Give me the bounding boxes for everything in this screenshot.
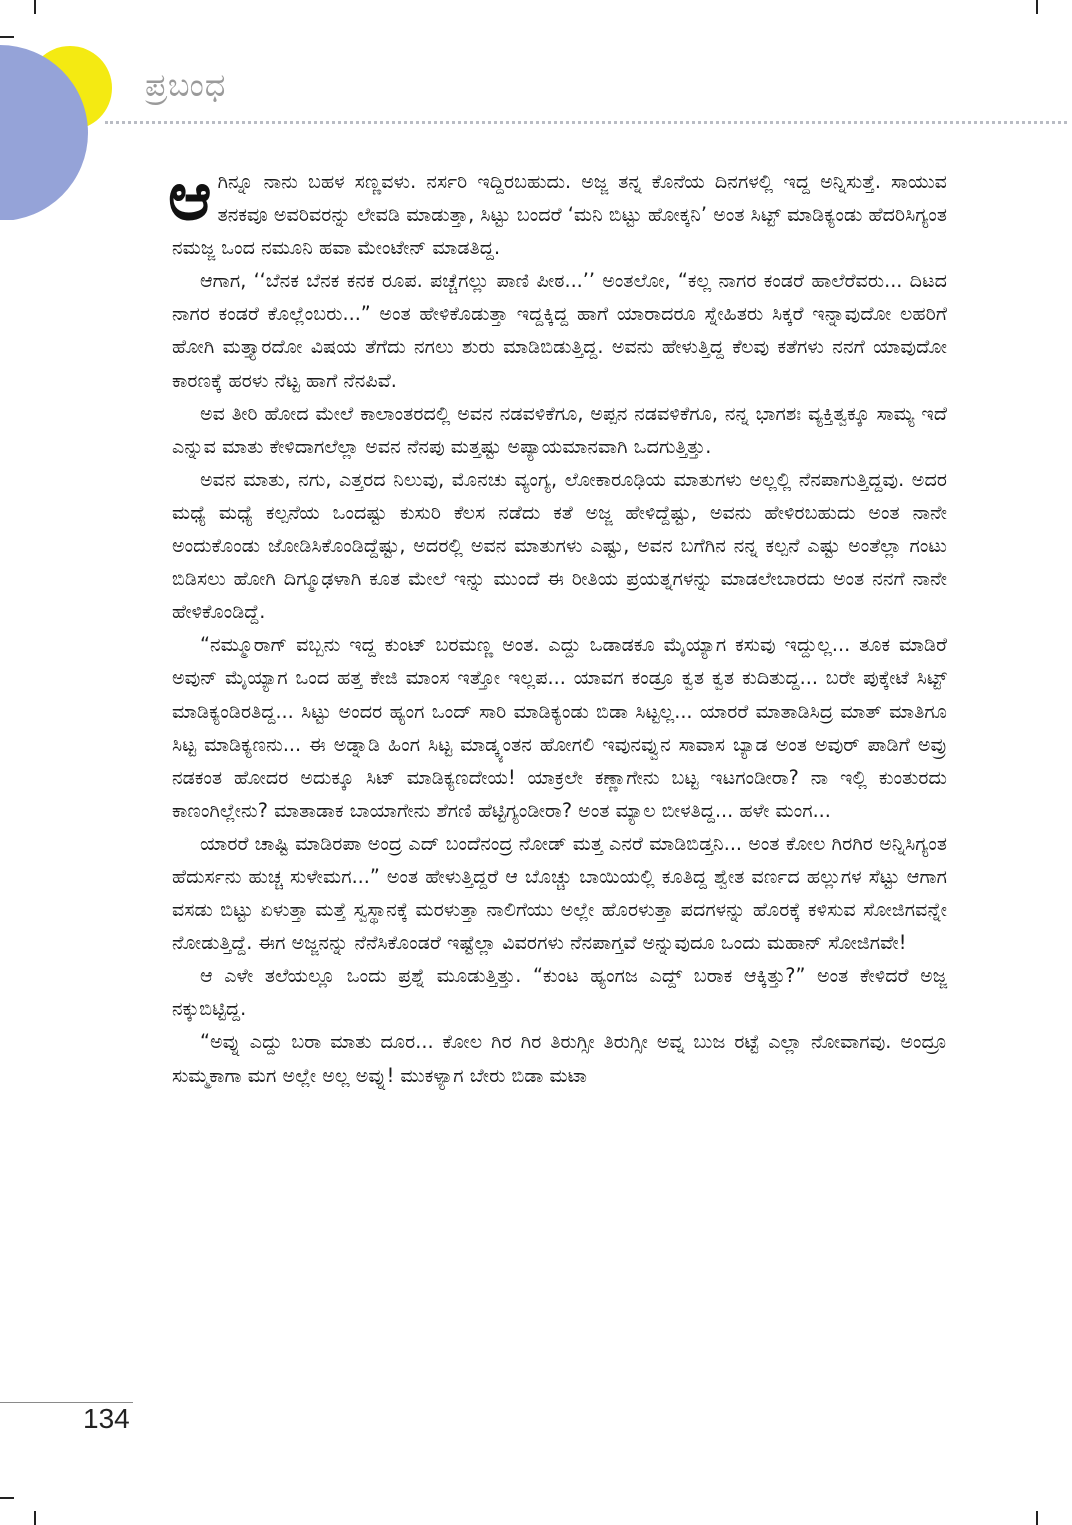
crop-mark xyxy=(34,1511,36,1525)
paragraph-7: ಆ ಎಳೇ ತಲೆಯಲ್ಲೂ ಒಂದು ಪ್ರಶ್ನೆ ಮೂಡುತ್ತಿತ್ತು. “ಕುಂಟ ಹ್ಯಂಗಜ ಎದ್ದ್ ಬರಾಕ ಆಕ್ಕಿತ್ತು?” ಅಂತ ಕೇಳಿದರೆ ಅಜ್ಜ ನಕ್ಕುಬಿಟ್ಟಿದ್ದ. xyxy=(172,964,947,1021)
paragraph-5: “ನಮ್ಮೂರಾಗ್ ವಬ್ಬನು ಇದ್ದ ಕುಂಟ್ ಬರಮಣ್ಣ ಅಂತ. ಎದ್ದು ಒಡಾಡಕೂ ಮೈಯ್ಯಾಗ ಕಸುವು ಇದ್ದುಲ್ಲ... ತೂಕ ಮಾಡಿರೆ ಅವುನ್ ಮೈಯ್ಯಾಗ ಒಂದ ಹತ್ತ ಕೇಜಿ ಮಾಂಸ ಇತ್ತೋ ಇಲ್ಲಪ... ಯಾವಗ ಕಂಡ್ರೂ ಕ್ವತ ಕ್ವತ ಕುದಿತುದ್ದ... ಬರೇ ಪುಕ್ಕೇಟೆ ಸಿಟ್ಟ್ ಮಾಡಿಕ್ಯಂಡಿರತಿದ್ದ... ಸಿಟ್ಟು ಅಂದರ ಹ್ಯಂಗ ಒಂದ್ ಸಾರಿ ಮಾಡಿಕ್ಯಂಡು ಬಿಡಾ ಸಿಟ್ಟಲ್ಲ... ಯಾರರೆ ಮಾತಾಡಿಸಿದ್ರ ಮಾತ್ ಮಾತಿಗೂ ಸಿಟ್ಟ ಮಾಡಿಕ್ಯಣನು... ಈ ಅಡ್ನಾಡಿ ಹಿಂಗ ಸಿಟ್ಟ ಮಾಡ್ಕ್ಯಂತನ ಹೋಗಲಿ ಇವುನವ್ವುನ ಸಾವಾಸ ಬ್ಯಾಡ ಅಂತ ಅವುರ್ ಪಾಡಿಗೆ ಅವ್ರು ನಡಕಂತ ಹೋದರ ಅದುಕ್ಕೂ ಸಿಟ್ ಮಾಡಿಕ್ಯಣದೇಯ! ಯಾಕ್ರಲೇ ಕಣ್ಣಾಗೇನು ಬಟ್ಟ ಇಟಗಂಡೀರಾ? ನಾ ಇಲ್ಲಿ ಕುಂತುರದು ಕಾಣಂಗಿಲ್ಲೇನು? ಮಾತಾಡಾಕ ಬಾಯಾಗೇನು ಶೆಗಣಿ ಹೆಟ್ಟಿಗ್ಯಂಡೀರಾ? ಅಂತ ಮ್ಯಾಲ ಬೀಳತಿದ್ದ... ಹಳೇ ಮಂಗ... xyxy=(172,633,947,822)
paragraph-3: ಅವ ತೀರಿ ಹೋದ ಮೇಲೆ ಕಾಲಾಂತರದಲ್ಲಿ ಅವನ ನಡವಳಿಕೆಗೂ, ಅಪ್ಪನ ನಡವಳಿಕೆಗೂ, ನನ್ನ ಭಾಗಶಃ ವ್ಯಕ್ತಿತ್ವಕ್ಕೂ ಸಾಮ್ಯ ಇದೆ ಎನ್ನುವ ಮಾತು ಕೇಳಿದಾಗಲೆಲ್ಲಾ ಅವನ ನೆನಪು ಮತ್ತಷ್ಟು ಅಪ್ಯಾಯಮಾನವಾಗಿ ಒದಗುತ್ತಿತ್ತು. xyxy=(172,401,947,458)
crop-mark xyxy=(1036,1511,1038,1525)
article-body xyxy=(168,158,947,1092)
paragraph-text: ಗಿನ್ನೂ ನಾನು ಬಹಳ ಸಣ್ಣವಳು. ನರ್ಸರಿ ಇದ್ದಿರಬಹುದು. ಅಜ್ಜ ತನ್ನ ಕೊನೆಯ ದಿನಗಳಲ್ಲಿ ಇದ್ದ ಅನ್ನಿಸುತ್ತೆ. ಸಾಯುವ ತನಕವೂ ಅವರಿವರನ್ನು ಲೇವಡಿ ಮಾಡುತ್ತಾ, ಸಿಟ್ಟು ಬಂದರೆ ‘ಮನಿ ಬಿಟ್ಟು ಹೋಕ್ಕನಿ’ ಅಂತ ಸಿಟ್ಟ್ ಮಾಡಿಕ್ಯಂಡು ಹೆದರಿಸಿಗ್ಯಂತ ನಮಜ್ಜ ಒಂದ ನಮೂನಿ ಹವಾ ಮೇಂಟೇನ್ ಮಾಡತಿದ್ದ. xyxy=(172,170,947,260)
drop-cap: ಆ xyxy=(168,158,212,235)
crop-mark xyxy=(1036,0,1038,14)
dotted-rule xyxy=(105,121,1067,124)
crop-mark xyxy=(0,1497,14,1499)
paragraph-4: ಅವನ ಮಾತು, ನಗು, ಎತ್ತರದ ನಿಲುವು, ಮೊನಚು ವ್ಯಂಗ್ಯ, ಲೋಕಾರೂಢಿಯ ಮಾತುಗಳು ಅಲ್ಲಲ್ಲಿ ನೆನಪಾಗುತ್ತಿದ್ದವು. ಅದರ ಮಧ್ಯೆ ಮಧ್ಯೆ ಕಲ್ಪನೆಯ ಒಂದಷ್ಟು ಕುಸುರಿ ಕೆಲಸ ನಡೆದು ಕತೆ ಅಜ್ಜ ಹೇಳಿದ್ದೆಷ್ಟು, ಅವನು ಹೇಳಿರಬಹುದು ಅಂತ ನಾನೇ ಅಂದುಕೊಂಡು ಜೋಡಿಸಿಕೊಂಡಿದ್ದೆಷ್ಟು, ಅದರಲ್ಲಿ ಅವನ ಮಾತುಗಳು ಎಷ್ಟು, ಅವನ ಬಗೆಗಿನ ನನ್ನ ಕಲ್ಪನೆ ಎಷ್ಟು ಅಂತೆಲ್ಲಾ ಗಂಟು ಬಿಡಿಸಲು ಹೋಗಿ ದಿಗ್ಮೂಢಳಾಗಿ ಕೂತ ಮೇಲೆ ಇನ್ನು ಮುಂದೆ ಈ ರೀತಿಯ ಪ್ರಯತ್ನಗಳನ್ನು ಮಾಡಲೇಬಾರದು ಅಂತ ನನಗೆ ನಾನೇ ಹೇಳಿಕೊಂಡಿದ್ದೆ. xyxy=(172,467,947,624)
section-title: ಪ್ರಬಂಧ xyxy=(145,66,227,104)
page-number: 134 xyxy=(83,1403,130,1434)
paragraph-1 xyxy=(168,158,947,264)
paragraph-2: ಆಗಾಗ, ‘‘ಬೆನಕ ಬೆನಕ ಕನಕ ರೂಪ. ಪಚ್ಚೆಗಲ್ಲು ಪಾಣಿ ಪೀಠ...’’ ಅಂತಲೋ, “ಕಲ್ಲ ನಾಗರ ಕಂಡರೆ ಹಾಲೆರೆವರು... ದಿಟದ ನಾಗರ ಕಂಡರೆ ಕೊಲ್ಲೆಂಬರು...” ಅಂತ ಹೇಳಿಕೊಡುತ್ತಾ ಇದ್ದಕ್ಕಿದ್ದ ಹಾಗೆ ಯಾರಾದರೂ ಸ್ನೇಹಿತರು ಸಿಕ್ಕರೆ ಇನ್ನಾವುದೋ ಲಹರಿಗೆ ಹೋಗಿ ಮತ್ತ್ಯಾರದೋ ವಿಷಯ ತೆಗೆದು ನಗಲು ಶುರು ಮಾಡಿಬಿಡುತ್ತಿದ್ದ. ಅವನು ಹೇಳುತ್ತಿದ್ದ ಕೆಲವು ಕತೆಗಳು ನನಗೆ ಯಾವುದೋ ಕಾರಣಕ್ಕೆ ಹರಳು ನೆಟ್ಟ ಹಾಗೆ ನೆನಪಿವೆ. xyxy=(172,269,947,392)
decorative-circles xyxy=(0,0,140,220)
paragraph-6: ಯಾರರೆ ಚಾಷ್ಟಿ ಮಾಡಿರಪಾ ಅಂದ್ರ ಎದ್ ಬಂದೆನಂದ್ರ ನೋಡ್ ಮತ್ತ ಎನರೆ ಮಾಡಿಬಿಡ್ತನಿ... ಅಂತ ಕೋಲ ಗಿರಗಿರ ಅನ್ನಿಸಿಗ್ಯಂತ ಹೆದುರ್ಸನು ಹುಚ್ಚ ಸುಳೇಮಗ...” ಅಂತ ಹೇಳುತ್ತಿದ್ದರೆ ಆ ಬೊಚ್ಚು ಬಾಯಿಯಲ್ಲಿ ಕೂತಿದ್ದ ಶ್ವೇತ ವರ್ಣದ ಹಲ್ಲುಗಳ ಸೆಟ್ಟು ಆಗಾಗ ವಸಡು ಬಿಟ್ಟು ಏಳುತ್ತಾ ಮತ್ತೆ ಸ್ವಸ್ಥಾನಕ್ಕೆ ಮರಳುತ್ತಾ ನಾಲಿಗೆಯು ಅಲ್ಲೇ ಹೊರಳುತ್ತಾ ಪದಗಳನ್ನು ಹೊರಕ್ಕೆ ಕಳಿಸುವ ಸೋಜಿಗವನ್ನೇ ನೋಡುತ್ತಿದ್ದೆ. ಈಗ ಅಜ್ಜನನ್ನು ನೆನೆಸಿಕೊಂಡರೆ ಇಷ್ಟೆಲ್ಲಾ ವಿವರಗಳು ನೆನಪಾಗ್ತವೆ ಅನ್ನುವುದೂ ಒಂದು ಮಹಾನ್ ಸೋಜಿಗವೇ! xyxy=(172,831,947,955)
paragraph-8: “ಅವ್ನು ಎದ್ದು ಬರಾ ಮಾತು ದೂರ... ಕೋಲ ಗಿರ ಗಿರ ತಿರುಗ್ಸೀ ತಿರುಗ್ಸೀ ಅವ್ನ ಬುಜ ರಟ್ಟೆ ಎಲ್ಲಾ ನೋವಾಗವು. ಅಂದ್ರೂ ಸುಮ್ಮಕಾಗಾ ಮಗ ಅಲ್ಲೇ ಅಲ್ಲ ಅವ್ನು! ಮುಕಳ್ಯಾಗ ಬೇರು ಬಿಡಾ ಮಟಾ xyxy=(172,1030,947,1087)
